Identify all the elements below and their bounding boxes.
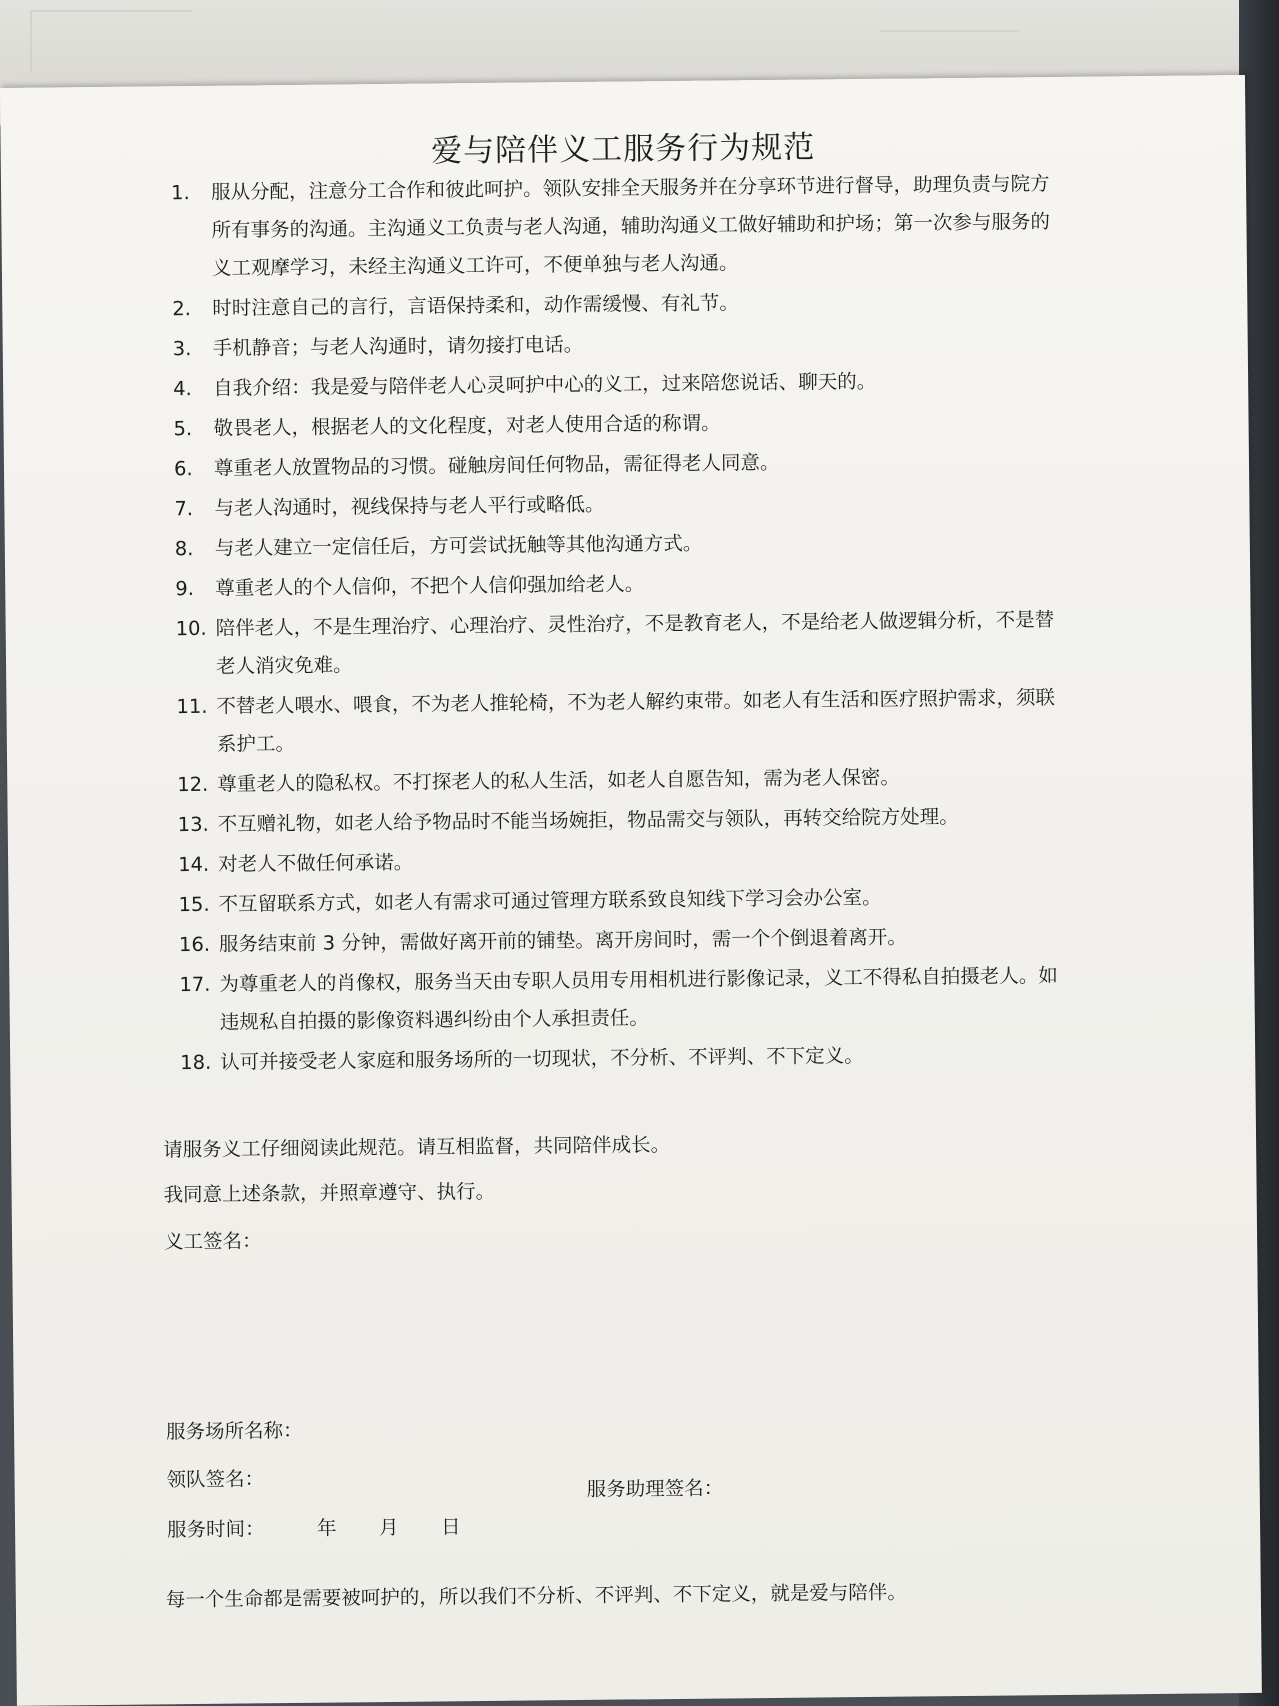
rule-item	[178, 797, 1068, 844]
month-label: 月	[378, 1515, 399, 1540]
rule-number: 3.	[172, 337, 192, 361]
rule-text: 与老人建立一定信任后，方可尝试抚触等其他沟通方式。	[214, 531, 703, 560]
service-time-label: 服务时间：	[166, 1517, 265, 1542]
assistant-signature-label: 服务助理签名：	[586, 1476, 724, 1501]
rule-text: 陪伴老人，不是生理治疗、心理治疗、灵性治疗，不是教育老人，不是给老人做逻辑分析，不是替老人消灾免难。	[215, 607, 1055, 678]
rule-item	[172, 281, 1062, 328]
rule-text: 尊重老人的隐私权。不打探老人的私人生活，如老人自愿告知，需为老人保密。	[217, 765, 900, 796]
rule-number: 2.	[172, 297, 192, 321]
rule-item	[178, 877, 1068, 924]
agreement-statement: 我同意上述条款，并照章遵守、执行。	[163, 1179, 496, 1207]
year-label: 年	[316, 1516, 337, 1540]
read-notice: 请服务义工仔细阅读此规范。请互相监督，共同陪伴成长。	[163, 1133, 671, 1162]
rule-number: 16.	[178, 932, 211, 957]
rule-number: 15.	[178, 892, 210, 917]
rule-text: 自我介绍：我是爱与陪伴老人心灵呵护中心的义工，过来陪您说话、聊天的。	[213, 369, 877, 400]
rule-number: 14.	[178, 852, 210, 877]
rule-item	[179, 917, 1069, 964]
rule-number: 7.	[174, 497, 194, 521]
rule-text: 手机静音；与老人沟通时，请勿接打电话。	[212, 332, 584, 360]
service-time-row	[167, 1511, 461, 1542]
rule-text: 与老人沟通时，视线保持与老人平行或略低。	[214, 492, 605, 520]
venue-name-label: 服务场所名称：	[165, 1418, 303, 1444]
rule-number: 4.	[173, 377, 192, 401]
document-page	[0, 75, 1262, 1706]
rule-text: 不替老人喂水、喂食，不为老人推轮椅，不为老人解约束带。如老人有生活和医疗照护需求，须联系护工。	[216, 685, 1056, 756]
rule-text: 敬畏老人，根据老人的文化程度，对老人使用合适的称谓。	[213, 411, 721, 440]
document-title: 爱与陪伴义工服务行为规范	[430, 129, 816, 170]
motto: 每一个生命都是需要被呵护的，所以我们不分析、不评判、不下定义，就是爱与陪伴。	[165, 1580, 907, 1612]
rule-item	[174, 441, 1064, 488]
underlying-page-mark	[30, 10, 192, 72]
rule-item	[178, 837, 1068, 884]
rule-text: 不互留联系方式，如老人有需求可通过管理方联系致良知线下学习会办公室。	[218, 885, 882, 916]
rules-list	[171, 165, 1070, 1084]
rule-text: 服务结束前 3 分钟，需做好离开前的铺垫。离开房间时，需一个个倒退着离开。	[218, 925, 907, 956]
rule-item	[173, 361, 1063, 408]
rule-number: 12.	[177, 772, 209, 797]
rule-number: 10.	[175, 616, 207, 641]
rule-item	[174, 481, 1064, 528]
rule-item	[173, 321, 1063, 368]
rule-text: 时时注意自己的言行，言语保持柔和，动作需缓慢、有礼节。	[212, 291, 739, 320]
rule-item	[171, 165, 1062, 288]
rule-item	[173, 401, 1063, 448]
rule-number: 6.	[173, 457, 193, 481]
rule-item	[175, 601, 1066, 686]
rule-item	[175, 561, 1065, 608]
day-label: 日	[440, 1515, 461, 1539]
rule-number: 1.	[170, 181, 190, 205]
rule-text: 尊重老人放置物品的习惯。碰触房间任何物品，需征得老人同意。	[213, 450, 780, 480]
rule-number: 13.	[177, 812, 209, 837]
rule-number: 5.	[173, 417, 193, 441]
rule-text: 对老人不做任何承诺。	[218, 850, 414, 876]
rule-item	[175, 521, 1065, 568]
rule-item	[180, 1035, 1070, 1082]
rule-text: 为尊重老人的肖像权，服务当天由专职人员用专用相机进行影像记录，义工不得私自拍摄老人。如违规私自拍摄的影像资料遇纠纷由个人承担责任。	[219, 963, 1058, 1034]
underlying-page-mark	[880, 0, 1020, 32]
rule-text: 服从分配，注意分工合作和彼此呵护。领队安排全天服务并在分享环节进行督导，助理负责与院方所有事务的沟通。主沟通义工负责与老人沟通，辅助沟通义工做好辅助和护场；第一次参与服务的义工观摩学习，未经主沟通义工许可，不便单独与老人沟通。	[210, 172, 1051, 280]
rule-number: 9.	[175, 576, 194, 601]
rule-number: 11.	[176, 694, 208, 719]
rule-text: 尊重老人的个人信仰，不把个人信仰强加给老人。	[215, 572, 645, 600]
rule-number: 18.	[180, 1050, 212, 1075]
rule-text: 认可并接受老人家庭和服务场所的一切现状，不分析、不评判、不下定义。	[220, 1044, 864, 1074]
rule-text: 不互赠礼物，如老人给予物品时不能当场婉拒，物品需交与领队，再转交给院方处理。	[217, 805, 959, 836]
rule-number: 17.	[179, 972, 211, 997]
rule-item	[177, 757, 1067, 804]
rule-number: 8.	[174, 537, 194, 561]
volunteer-signature-label: 义工签名：	[163, 1229, 262, 1254]
rule-item	[176, 679, 1067, 764]
rule-item	[179, 957, 1070, 1042]
leader-signature-label: 领队签名：	[166, 1467, 265, 1492]
